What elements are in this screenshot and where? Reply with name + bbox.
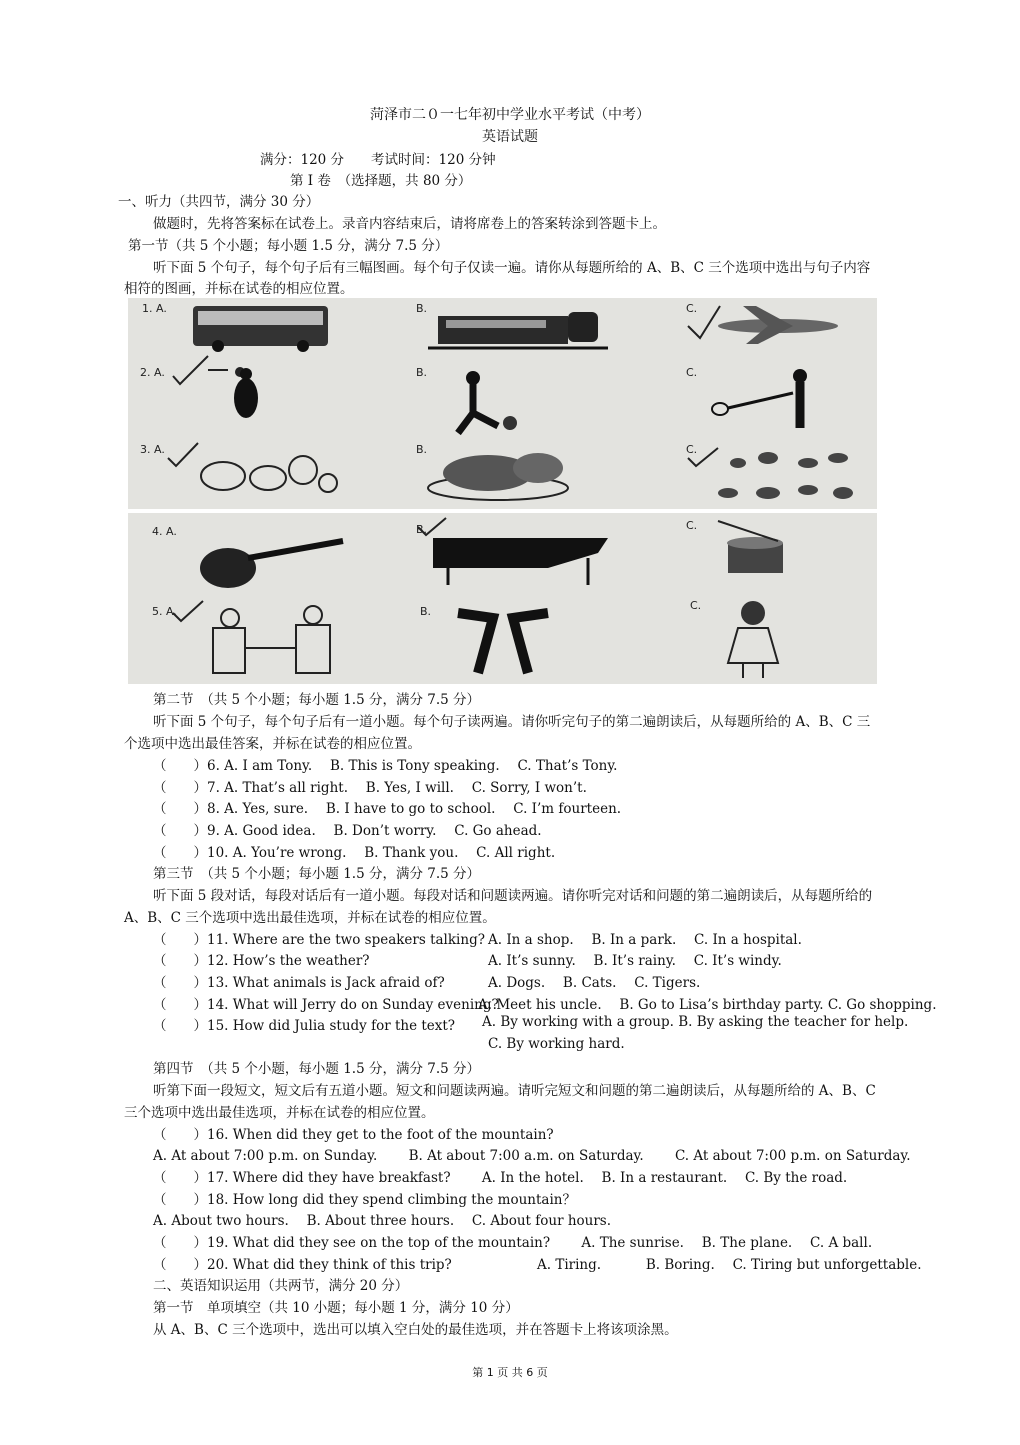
section1-instruction-1: 听下面 5 个句子，每个句子后有三幅图画。每个句子仅读一遍。请你从每题所给的 A、B、C 三个选项中选出与句子内容 [153, 260, 871, 276]
section2-instruction-2: 个选项中选出最佳答案，并标在试卷的相应位置。 [124, 736, 421, 752]
section1-heading: 第一节（共 5 个小题；每小题 1.5 分，满分 7.5 分） [128, 238, 449, 254]
pic-label-5c: C. [690, 599, 702, 612]
soccer-player-icon [458, 371, 517, 433]
vegetables-icon [688, 448, 853, 499]
question-10: （ ）10. A. You’re wrong. B. Thank you. C. All right. [153, 845, 556, 861]
pic-label-3a: 3. A. [140, 443, 165, 456]
pic-label-2c: C. [686, 366, 698, 379]
pic-label-3b: B. [416, 443, 428, 456]
basketball-icon [173, 356, 258, 418]
train-icon [428, 312, 608, 348]
question-19: （ ）19. What did they see on the top of the mountain? A. The sunrise. B. The plane. C. A ball. [153, 1235, 873, 1251]
question-11-options: A. In a shop. B. In a park. C. In a hospital. [488, 932, 802, 948]
section3-instruction-1: 听下面 5 段对话，每段对话后有一道小题。每段对话和问题读两遍。请你听完对话和问题的第二遍朗读后，从每题所给的 [153, 888, 873, 904]
section2-instruction-1: 听下面 5 个句子，每个句子后有一道小题。每个句子读两遍。请你听完句子的第二遍朗读后，从每题所给的 A、B、C 三 [153, 714, 871, 730]
part2-section1-heading: 第一节 单项填空（共 10 小题；每小题 1 分，满分 10 分） [153, 1300, 519, 1316]
pic-label-4b: B. [416, 523, 428, 536]
pic-label-1a: 1. A. [142, 302, 167, 315]
pic-label-2b: B. [416, 366, 428, 379]
pic-label-5b: B. [420, 605, 432, 618]
girl-icon [728, 601, 778, 678]
score-info: 满分：120 分 考试时间：120 分钟 [260, 152, 496, 168]
bowing-people-icon [458, 613, 548, 673]
roast-chicken-icon [428, 453, 568, 500]
section1-instruction-2: 相符的图画，并标在试卷的相应位置。 [124, 281, 354, 297]
piano-icon [418, 518, 608, 585]
fruit-icon [168, 443, 337, 492]
section4-instruction-2: 三个选项中选出最佳选项，并标在试卷的相应位置。 [124, 1105, 435, 1121]
question-11: （ ）11. Where are the two speakers talking? [153, 932, 485, 948]
question-9: （ ）9. A. Good idea. B. Don’t worry. C. Go ahead. [153, 823, 542, 839]
pic-label-2a: 2. A. [140, 366, 165, 379]
handshake-icon [173, 601, 330, 673]
question-18: （ ）18. How long did they spend climbing the mountain？ [153, 1192, 576, 1208]
pic-label-4c: C. [686, 519, 698, 532]
pic-label-3c: C. [686, 443, 698, 456]
question-12: （ ）12. How’s the weather? [153, 953, 370, 969]
volume-title: 第 I 卷 （选择题，共 80 分） [290, 173, 472, 189]
section2-heading: 第二节 （共 5 个小题；每小题 1.5 分，满分 7.5 分） [153, 692, 481, 708]
question-13-options: A. Dogs. B. Cats. C. Tigers. [488, 975, 701, 991]
pic-label-1b: B. [416, 302, 428, 315]
bus-icon [193, 306, 328, 352]
question-14: （ ）14. What will Jerry do on Sunday evening? [153, 997, 499, 1013]
pic-label-5a: 5. A. [152, 605, 177, 618]
question-18-options: A. About two hours. B. About three hours. C. About four hours. [153, 1213, 612, 1229]
question-15: （ ）15. How did Julia study for the text? [153, 1018, 456, 1034]
picture-panel-bottom [128, 513, 877, 684]
exam-subject: 英语试题 [482, 129, 538, 145]
question-12-options: A. It’s sunny. B. It’s rainy. C. It’s windy. [488, 953, 782, 969]
question-7: （ ）7. A. That’s all right. B. Yes, I will. C. Sorry, I won’t. [153, 780, 587, 796]
plane-icon [688, 306, 838, 344]
page-number: 第 1 页 共 6 页 [472, 1366, 548, 1379]
pic-label-4a: 4. A. [152, 525, 177, 538]
section4-heading: 第四节 （共 5 个小题，每小题 1.5 分，满分 7.5 分） [153, 1061, 481, 1077]
pictures-rows-1-3 [128, 298, 877, 509]
question-16-options: A. At about 7:00 p.m. on Sunday. B. At about 7:00 a.m. on Saturday. C. At about 7:00 p.m. on Saturday. [153, 1148, 911, 1164]
tennis-player-icon [712, 369, 807, 428]
question-15-option-c: C. By working hard. [488, 1036, 625, 1052]
part1-heading: 一、听力（共四节，满分 30 分） [118, 194, 320, 210]
section4-instruction-1: 听第下面一段短文，短文后有五道小题。短文和问题读两遍。请听完短文和问题的第二遍朗读后，从每题所给的 A、B、C [153, 1083, 876, 1099]
pictures-rows-4-5 [128, 513, 877, 684]
question-16: （ ）16. When did they get to the foot of the mountain? [153, 1127, 554, 1143]
part2-section1-instruction: 从 A、B、C 三个选项中，选出可以填入空白处的最佳选项，并在答题卡上将该项涂黑。 [153, 1322, 678, 1338]
question-20-options: A. Tiring. B. Boring. C. Tiring but unforgettable. [537, 1257, 922, 1273]
question-8: （ ）8. A. Yes, sure. B. I have to go to school. C. I’m fourteen. [153, 801, 622, 817]
picture-panel-top [128, 298, 877, 509]
section3-instruction-2: A、B、C 三个选项中选出最佳选项，并标在试卷的相应位置。 [124, 910, 496, 926]
part1-instruction: 做题时，先将答案标在试卷上。录音内容结束后，请将席卷上的答案转涂到答题卡上。 [153, 216, 666, 232]
exam-title: 菏泽市二０一七年初中学业水平考试（中考） [370, 107, 650, 123]
guitar-icon [200, 541, 343, 588]
part2-heading: 二、英语知识运用（共两节，满分 20 分） [153, 1278, 409, 1294]
question-14-options: A. Meet his uncle. B. Go to Lisa’s birthday party. C. Go shopping. [478, 997, 937, 1013]
question-17: （ ）17. Where did they have breakfast? A. In the hotel. B. In a restaurant. C. By the road. [153, 1170, 848, 1186]
pic-label-1c: C. [686, 302, 698, 315]
question-20: （ ）20. What did they think of this trip? [153, 1257, 452, 1273]
question-13: （ ）13. What animals is Jack afraid of? [153, 975, 445, 991]
section3-heading: 第三节 （共 5 个小题；每小题 1.5 分，满分 7.5 分） [153, 866, 481, 882]
drum-icon [718, 521, 783, 573]
question-6: （ ）6. A. I am Tony. B. This is Tony speaking. C. That’s Tony. [153, 758, 618, 774]
question-15-options: A. By working with a group. B. By asking the teacher for help. [482, 1014, 909, 1030]
